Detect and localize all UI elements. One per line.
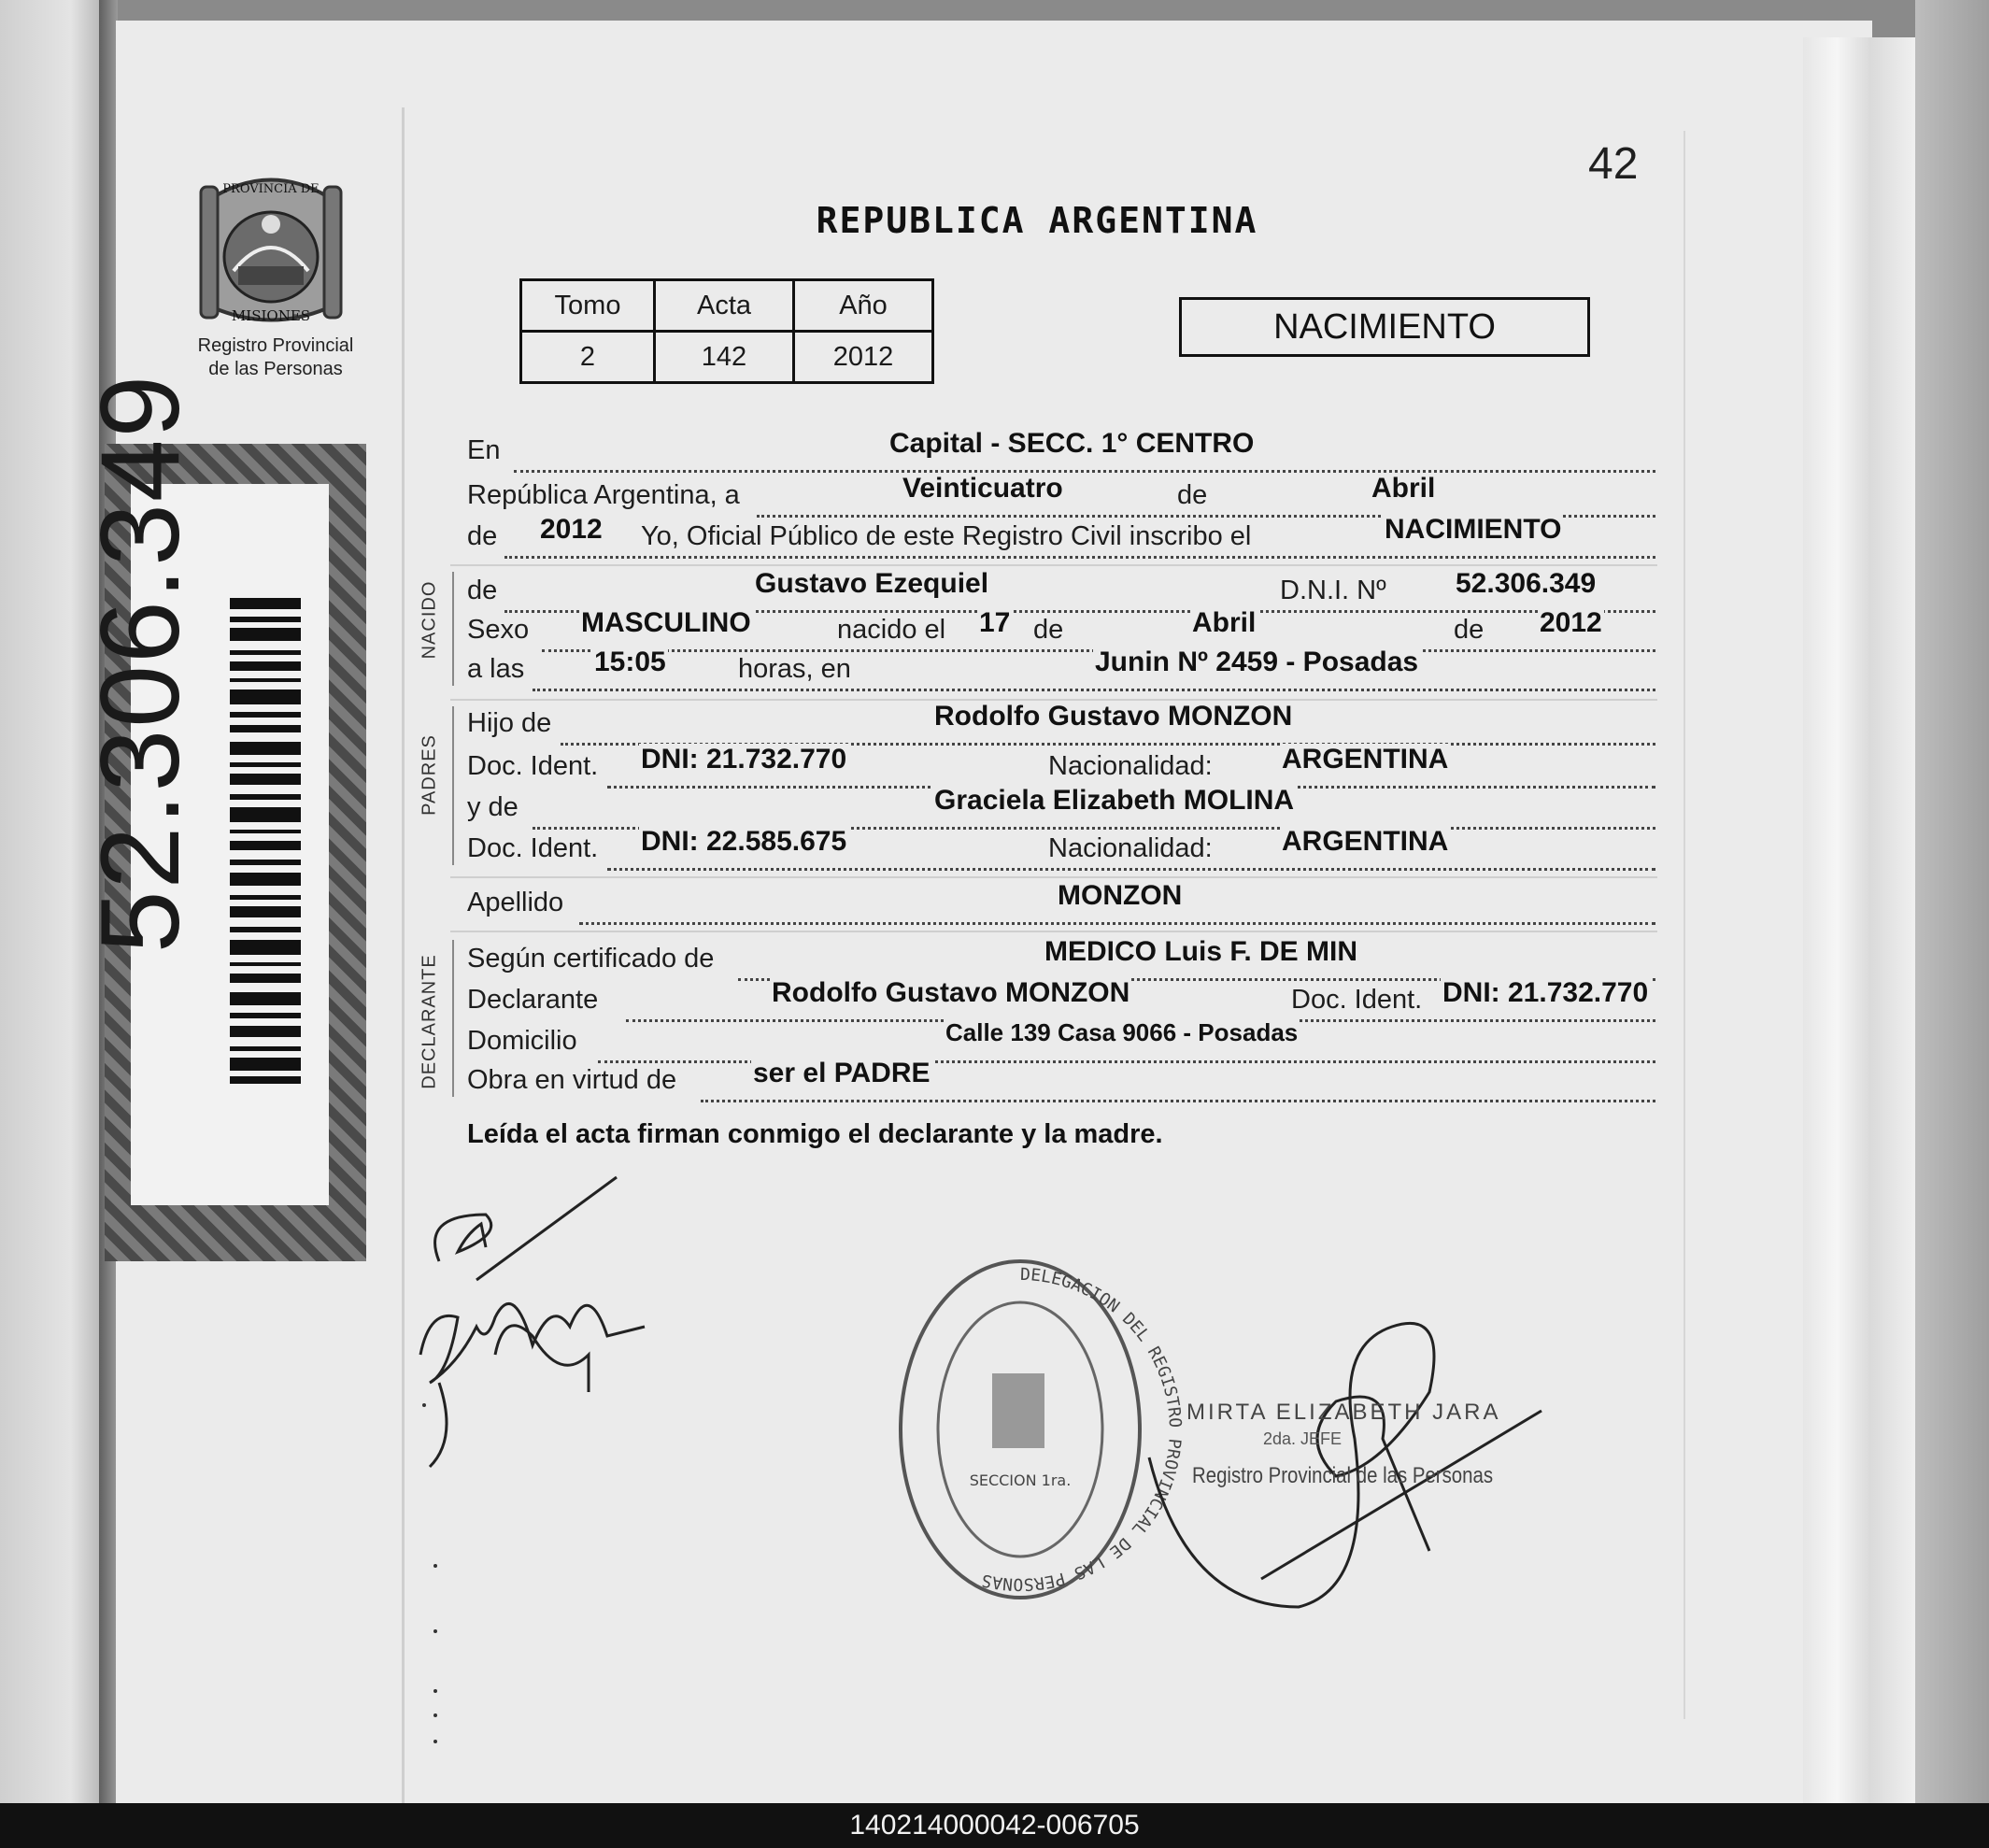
stamp-ring-text: DELEGACION DEL REGISTRO PROVINCIAL DE LAS PERSONAS xyxy=(979,1264,1186,1595)
label-surname: Apellido xyxy=(467,888,564,917)
value-name: Gustavo Ezequiel xyxy=(755,568,989,599)
label-country: República Argentina, a xyxy=(467,480,740,510)
value-birth-day: 17 xyxy=(979,607,1011,638)
record-table-value-row xyxy=(521,332,933,383)
seal-text-bottom: MISIONES xyxy=(231,307,311,324)
record-table-header-row xyxy=(521,280,933,332)
value-mother-nationality: ARGENTINA xyxy=(1282,826,1449,857)
label-doc-ident: Doc. Ident. xyxy=(1291,985,1423,1015)
book-cover xyxy=(1915,0,1989,1803)
label-statement: Yo, Oficial Público de este Registro Civil inscribo el xyxy=(641,521,1252,551)
label-hours: horas, en xyxy=(738,654,851,684)
value-place: Capital - SECC. 1° CENTRO xyxy=(889,428,1255,459)
closing-statement: Leída el acta firman conmigo el declarante y la madre. xyxy=(467,1119,1163,1149)
section-separator xyxy=(450,876,1657,878)
label-nationality: Nacionalidad: xyxy=(1048,833,1213,863)
value-dni: 52.306.349 xyxy=(1456,568,1597,599)
page-edges xyxy=(1803,37,1915,1803)
value-mother-name: Graciela Elizabeth MOLINA xyxy=(934,785,1295,816)
label-at: a las xyxy=(467,654,525,684)
stamp-inner-text: SECCION 1ra. xyxy=(969,1471,1072,1489)
value-day-words: Veinticuatro xyxy=(902,473,1063,504)
value-address: Calle 139 Casa 9066 - Posadas xyxy=(945,1018,1299,1046)
label-de: de xyxy=(1033,615,1064,645)
record-table-value-acta: 142 xyxy=(655,332,794,383)
value-birth-place: Junin Nº 2459 - Posadas xyxy=(1095,647,1419,677)
side-label-nacido: NACIDO xyxy=(419,580,440,660)
label-nationality: Nacionalidad: xyxy=(1048,751,1213,781)
label-de: de xyxy=(467,521,498,551)
margin-dot xyxy=(433,1713,437,1717)
label-sex: Sexo xyxy=(467,615,530,645)
margin-dot xyxy=(433,1740,437,1743)
label-born: nacido el xyxy=(837,615,946,645)
value-sex: MASCULINO xyxy=(581,607,751,638)
record-table-value-ano: 2012 xyxy=(794,332,933,383)
form-line-surname xyxy=(467,880,1655,927)
margin-dot xyxy=(433,1629,437,1633)
barcode-number: 52.306.349 xyxy=(78,373,203,954)
document-title: REPUBLICA ARGENTINA xyxy=(816,200,1258,241)
label-doc-ident: Doc. Ident. xyxy=(467,751,599,781)
label-en: En xyxy=(467,435,501,465)
registrar-grade: 2da. JEFE xyxy=(1263,1429,1343,1448)
record-table-value-tomo: 2 xyxy=(521,332,655,383)
value-birth-month: Abril xyxy=(1192,607,1257,638)
section-separator xyxy=(450,931,1657,932)
margin-dot xyxy=(422,1403,426,1407)
value-mother-doc: DNI: 22.585.675 xyxy=(641,826,847,857)
label-certificate: Según certificado de xyxy=(467,944,715,974)
registry-label-line2: de las Personas xyxy=(208,359,343,379)
margin-dot xyxy=(433,1689,437,1693)
registrar-name: MIRTA ELIZABETH JARA xyxy=(1186,1400,1501,1425)
side-bar xyxy=(452,940,454,1097)
value-surname: MONZON xyxy=(1058,880,1183,911)
label-dni: D.N.I. Nº xyxy=(1280,576,1386,605)
record-table-header-ano: Año xyxy=(794,280,933,332)
label-de: de xyxy=(1454,615,1485,645)
barcode-bars-icon xyxy=(230,598,301,1084)
form-line-time xyxy=(467,647,1655,693)
label-doc-ident: Doc. Ident. xyxy=(467,833,599,863)
label-address: Domicilio xyxy=(467,1026,577,1056)
form-line-mother-doc xyxy=(467,826,1655,873)
record-type-box: NACIMIENTO xyxy=(1179,297,1590,357)
value-birth-time: 15:05 xyxy=(594,647,666,677)
form-line-address xyxy=(467,1018,1655,1065)
signatures-and-stamp xyxy=(402,1159,1710,1682)
value-father-name: Rodolfo Gustavo MONZON xyxy=(934,701,1293,732)
form-line-place xyxy=(467,428,1655,475)
label-acts-as: Obra en virtud de xyxy=(467,1065,677,1095)
value-year: 2012 xyxy=(540,514,603,545)
side-label-padres: PADRES xyxy=(419,734,440,816)
margin-dot xyxy=(433,1564,437,1568)
registrar-office: Registro Provincial de las Personas xyxy=(1192,1463,1494,1488)
side-bar xyxy=(452,706,454,865)
value-certificate: MEDICO Luis F. DE MIN xyxy=(1044,936,1358,967)
form-line-acts-as xyxy=(467,1058,1655,1104)
label-and-of: y de xyxy=(467,792,519,822)
record-table-header-tomo: Tomo xyxy=(521,280,655,332)
label-declarant: Declarante xyxy=(467,985,599,1015)
registry-stamp-icon xyxy=(871,1261,1185,1598)
value-declarant: Rodolfo Gustavo MONZON xyxy=(772,977,1130,1008)
side-label-declarante: DECLARANTE xyxy=(419,954,440,1089)
record-table-header-acta: Acta xyxy=(655,280,794,332)
value-birth-year: 2012 xyxy=(1540,607,1602,638)
label-de: de xyxy=(467,576,498,605)
page-number: 42 xyxy=(1588,139,1639,189)
value-father-doc: DNI: 21.732.770 xyxy=(641,744,847,775)
value-father-nationality: ARGENTINA xyxy=(1282,744,1449,775)
signature-declarant-icon xyxy=(420,1177,645,1467)
value-act: NACIMIENTO xyxy=(1385,514,1562,545)
registry-label-line1: Registro Provincial xyxy=(197,335,354,356)
record-table xyxy=(519,278,934,384)
label-son-of: Hijo de xyxy=(467,708,552,738)
side-bar xyxy=(452,572,454,686)
value-declarant-doc: DNI: 21.732.770 xyxy=(1442,977,1649,1008)
seal-text-top: PROVINCIA DE xyxy=(222,182,320,196)
form-line-statement xyxy=(467,514,1655,561)
value-month: Abril xyxy=(1371,473,1436,504)
label-de: de xyxy=(1177,480,1208,510)
section-separator xyxy=(450,564,1657,566)
form-line-father xyxy=(467,701,1655,747)
document-id-footer: 140214000042-006705 xyxy=(0,1803,1989,1848)
value-acts-as: ser el PADRE xyxy=(753,1058,931,1088)
